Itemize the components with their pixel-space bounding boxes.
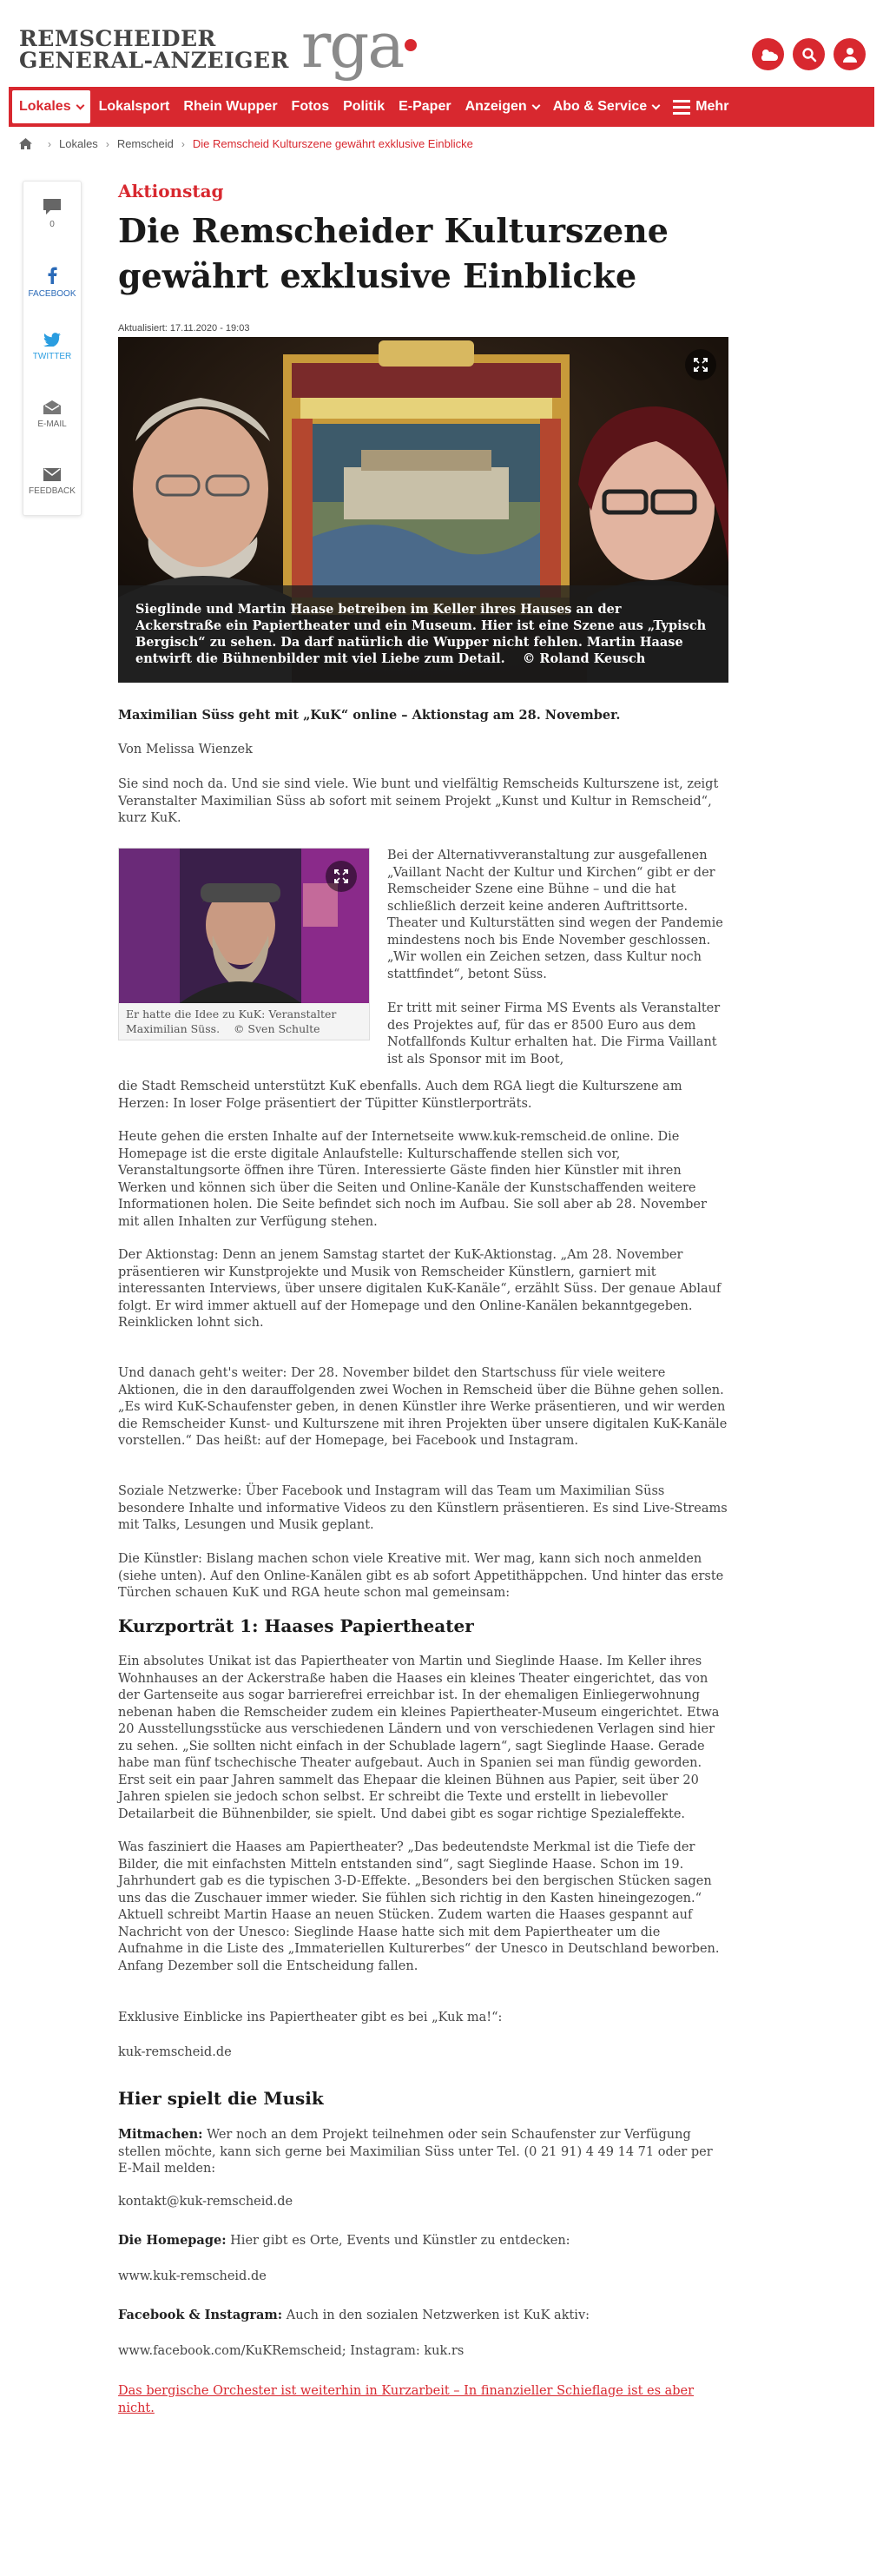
article-paragraph: Der Aktionstag: Denn an jenem Samstag startet der KuK-Aktionstag. „Am 28. November präsentieren wir Kunstprojekte und Musik von Remscheider Künstlern, garniert mit interessanten Interviews, über unsere digitalen KuK-Kanäle“, erzählt Süss. Der genaue Ablauf folgt. Er wird immer aktuell auf der Homepage und den Online-Kanälen bekanntgegeben. Reinklicken lohnt sich.	[118, 1248, 722, 1330]
info-text: Auch in den sozialen Netzwerken ist KuK aktiv:	[282, 2308, 590, 2322]
inline-credit: © Sven Schulte	[233, 1022, 320, 1035]
email-label: E-MAIL	[37, 419, 67, 429]
logo-line-2: GENERAL-ANZEIGER	[19, 48, 289, 73]
expand-icon	[694, 358, 708, 372]
article-paragraph: Was fasziniert die Haases am Papiertheater? „Das bedeutendste Merkmal ist die Tiefe der Bilder, die mit einfachsten Mitteln entstanden sind“, sagt Sieglinde Haase. Schon im 19. Jahrhundert gab es die typischen 3-D-Effekte. „Besonders bei den bergischen Stücken sagen uns das die Zuschauer immer wieder. Sie fühlen sich richtig in den Kasten hineingezogen.“ Aktuell schreibt Martin Haase an neuen Stücken. Zudem warten die Haases gespannt auf Nachricht von der Unesco: Sieglinde Haase hatte sich mit dem Papiertheater um die Aufnahme in die Liste des „Immateriellen Kulturerbes“ der Unesco in Deutschland beworben. Anfang Dezember soll die Entscheidung fallen.	[118, 1840, 720, 1973]
logo-dot	[405, 39, 417, 51]
article-paragraph: Und danach geht's weiter: Der 28. November bildet den Startschuss für viele weitere Aktionen, die in den darauffolgenden zwei Wochen in Remscheid über die Bühne gehen sollen. „Es wird KuK-Schaufenster geben, in denen Künstler ihre Werke präsentieren, und wir werden die Remscheider Kunst- und Kulturszene mit ihren Projekten über unsere digitalen KuK-Kanäle vorstellen.“ Das heißt: auf der Homepage, bei Facebook und Instagram.	[118, 1366, 728, 1448]
nav-item-mehr[interactable]	[666, 87, 735, 127]
subheading: Kurzporträt 1: Haases Papiertheater	[118, 1615, 474, 1636]
main-navigation	[9, 87, 874, 127]
email-icon	[43, 400, 61, 414]
article-paragraph: Heute gehen die ersten Inhalte auf der Internetseite www.kuk-remscheid.de online. Die Homepage ist die erste digitale Anlaufstelle: Kulturschaffende stellen sich vor, Veranstaltungsorte öffnen ihre Türen. Interessierte Gäste finden hier Künstler mit ihren Werken und können sich über die Seiten und Online-Kanäle der Kunstschaffenden weitere Informationen holen. Die Seite befindet sich noch im Aufbau. Sie soll aber ab 28. November mit allen Inhalten zur Verfügung stehen.	[118, 1130, 707, 1229]
search-button[interactable]	[793, 38, 825, 70]
twitter-label: TWITTER	[32, 352, 72, 361]
inline-caption	[126, 1007, 362, 1036]
nav-label: Abo & Service	[552, 99, 648, 114]
twitter-share-button[interactable]	[23, 333, 81, 361]
hamburger-icon	[673, 100, 690, 115]
cloud-sun-icon	[759, 48, 778, 62]
feedback-label: FEEDBACK	[29, 486, 76, 496]
article-lead: Maximilian Süss geht mit „KuK“ online – Aktionstag am 28. November.	[118, 708, 621, 723]
breadcrumb-separator-icon: ›	[181, 137, 185, 150]
comment-icon	[43, 199, 61, 215]
comments-button[interactable]	[23, 199, 81, 229]
chevron-down-icon	[531, 101, 540, 109]
article-updated: Aktualisiert: 17.11.2020 - 19:03	[118, 323, 250, 334]
comments-count: 0	[49, 220, 55, 229]
breadcrumb-current: Die Remscheid Kulturszene gewährt exklusive Einblicke	[192, 137, 473, 150]
article-paragraph: die Stadt Remscheid unterstützt KuK ebenfalls. Auch dem RGA liegt die Kulturszene am Herzen: In loser Folge präsentiert der Tüpitter Künstlerporträts.	[118, 1080, 682, 1111]
article-title: Die Remscheider Kulturszene gewährt exklusive Einblicke	[118, 211, 669, 295]
account-button[interactable]	[834, 38, 866, 70]
breadcrumb-remscheid[interactable]: Remscheid	[116, 137, 174, 150]
breadcrumb-separator-icon: ›	[105, 137, 109, 150]
inline-caption-text: Er hatte die Idee zu KuK: Veranstalter Maximilian Süss.	[126, 1007, 337, 1035]
weather-button[interactable]	[752, 38, 784, 70]
wrapped-text	[387, 848, 728, 1068]
expand-icon	[334, 869, 348, 883]
nav-label: Mehr	[695, 99, 729, 114]
chevron-down-icon	[76, 101, 84, 109]
nav-item-politik[interactable]: Politik	[343, 99, 385, 114]
homepage-url[interactable]: www.kuk-remscheid.de	[118, 2269, 267, 2283]
article-paragraph: Soziale Netzwerke: Über Facebook und Instagram will das Team um Maximilian Süss besondere Inhalte und informative Videos zu den Künstlern präsentieren. Es sind Live-Streams mit Talks, Lesungen und Musik geplant.	[118, 1484, 728, 1532]
nav-item-rhein-wupper[interactable]: Rhein Wupper	[183, 99, 278, 114]
article-paragraph: Sie sind noch da. Und sie sind viele. Wie bunt und vielfältig Remscheids Kulturszene ist, zeigt Veranstalter Maximilian Süss ab sofort mit seinem Projekt „Kunst und Kultur in Remscheid“, kurz KuK.	[118, 777, 719, 825]
contact-email[interactable]: kontakt@kuk-remscheid.de	[118, 2195, 293, 2209]
article-paragraph: Exklusive Einblicke ins Papiertheater gibt es bei „Kuk ma!“:	[118, 2011, 503, 2024]
feedback-button[interactable]	[23, 468, 81, 496]
expand-image-button[interactable]	[685, 349, 716, 380]
envelope-icon	[43, 468, 61, 481]
info-social	[118, 2307, 728, 2325]
social-urls[interactable]: www.facebook.com/KuKRemscheid; Instagram: kuk.rs	[118, 2344, 465, 2358]
hero-caption	[118, 585, 728, 683]
nav-item-e-paper[interactable]: E-Paper	[399, 99, 451, 114]
facebook-label: FACEBOOK	[28, 289, 76, 299]
nav-item-abo-service[interactable]	[546, 87, 666, 127]
expand-image-button[interactable]	[326, 861, 357, 892]
logo-line-1: REMSCHEIDER	[19, 26, 216, 51]
article-kicker: Aktionstag	[118, 181, 224, 201]
chevron-down-icon	[652, 101, 661, 109]
facebook-share-button[interactable]	[23, 267, 81, 299]
info-label: Die Homepage:	[118, 2233, 227, 2248]
info-mitmachen	[118, 2126, 728, 2178]
breadcrumb	[19, 137, 473, 150]
info-label: Mitmachen:	[118, 2127, 203, 2142]
nav-label: Lokales	[19, 99, 71, 114]
nav-label: Anzeigen	[465, 99, 527, 114]
home-icon[interactable]	[19, 138, 32, 149]
article-paragraph: Die Künstler: Bislang machen schon viele Kreative mit. Wer mag, kann sich noch anmelden (siehe unten). Auf den Online-Kanälen gibt es ab sofort Appetithäppchen. Und hinter das erste Türchen schauen KuK und RGA heute schon mal gemeinsam:	[118, 1552, 724, 1600]
nav-item-lokalsport[interactable]: Lokalsport	[98, 99, 170, 114]
site-logo[interactable]	[19, 9, 417, 82]
article-author: Von Melissa Wienzek	[118, 743, 253, 756]
breadcrumb-lokales[interactable]: Lokales	[59, 137, 98, 150]
twitter-icon	[43, 333, 61, 347]
article-paragraph: Ein absolutes Unikat ist das Papiertheater von Martin und Sieglinde Haase. Im Keller ihres Wohnhauses an der Ackerstraße haben die Haases ein kleines Theater eingerichtet, das von der Gartenseite aus sogar barrierefrei erreichbar ist. In der ehemaligen Einliegerwohnung nebenan haben die Remscheider zudem ein kleines Papiertheater-Museum eingerichtet. Etwa 20 Ausstellungsstücke aus verschiedenen Ländern und von verschiedenen Verlagen sind hier zu sehen. „Sie sollten nicht einfach in der Schublade lagern“, sagt Sieglinde Haase. Gerade habe man fünf tschechische Theater aufgebaut. Auch in Spanien sei man fündig geworden. Erst seit ein paar Jahren sammelt das Ehepaar die kleinen Bühnen aus Papier, seit über 20 Jahren spielen sie jedoch schon selbst. Er schreibt die Texte und erstellt in liebevoller Detailarbeit die Bühnenbilder, sie spielt. Und dabei gibt es sogar richtige Spezialeffekte.	[118, 1655, 720, 1821]
share-bar	[23, 181, 82, 516]
related-article-link[interactable]: Das bergische Orchester ist weiterhin in Kurzarbeit – In finanzieller Schieflage ist es aber nicht.	[118, 2384, 695, 2415]
email-share-button[interactable]	[23, 400, 81, 429]
logo-brand	[300, 9, 417, 82]
article-paragraph: kuk-remscheid.de	[118, 2045, 232, 2059]
logo-brand-text: rga	[300, 9, 404, 82]
facebook-icon	[48, 267, 57, 284]
nav-item-lokales[interactable]	[12, 90, 90, 123]
article-paragraph: Bei der Alternativveranstaltung zur ausgefallenen „Vaillant Nacht der Kultur und Kirchen“ gibt er der Remscheider Szene eine Bühne – und die hat schließlich derzeit keine anderen Auftrittsorte. Theater und Kulturstätten sind wegen der Pandemie mindestens noch bis Ende November geschlossen. „Wir wollen ein Zeichen setzen, dass Kultur noch stattfindet“, betont Süss.	[387, 849, 723, 981]
info-text: Wer noch an dem Projekt teilnehmen oder sein Schaufenster zur Verfügung stellen möchte, kann sich gerne bei Maximilian Süss unter Tel. (0 21 91) 4 49 14 71 oder per E-Mail melden:	[118, 2128, 713, 2176]
hero-image[interactable]	[118, 337, 728, 683]
site-header	[0, 0, 883, 83]
inline-figure[interactable]	[118, 848, 370, 1040]
hero-credit: © Roland Keusch	[522, 651, 646, 666]
nav-item-fotos[interactable]: Fotos	[291, 99, 330, 114]
subheading: Hier spielt die Musik	[118, 2088, 324, 2109]
breadcrumb-separator-icon: ›	[48, 137, 51, 150]
article-paragraph: Er tritt mit seiner Firma MS Events als Veranstalter des Projektes auf, für das er 8500 Euro aus dem Notfallfonds Kultur erhalten hat. Die Firma Vaillant ist als Sponsor mit im Boot,	[387, 1001, 721, 1067]
user-icon	[843, 47, 857, 63]
search-icon	[801, 47, 817, 63]
nav-item-anzeigen[interactable]	[458, 87, 546, 127]
info-homepage	[118, 2232, 728, 2250]
info-text: Hier gibt es Orte, Events und Künstler zu entdecken:	[226, 2234, 570, 2248]
hero-caption-text: Sieglinde und Martin Haase betreiben im Keller ihres Hauses an der Ackerstraße ein Papiertheater und ein Museum. Hier ist eine Szene aus „Typisch Bergisch“ zu sehen. Da darf natürlich die Wupper nicht fehlen. Martin Haase entwirft die Bühnenbilder mit viel Liebe zum Detail.	[135, 602, 707, 666]
info-label: Facebook & Instagram:	[118, 2308, 283, 2322]
